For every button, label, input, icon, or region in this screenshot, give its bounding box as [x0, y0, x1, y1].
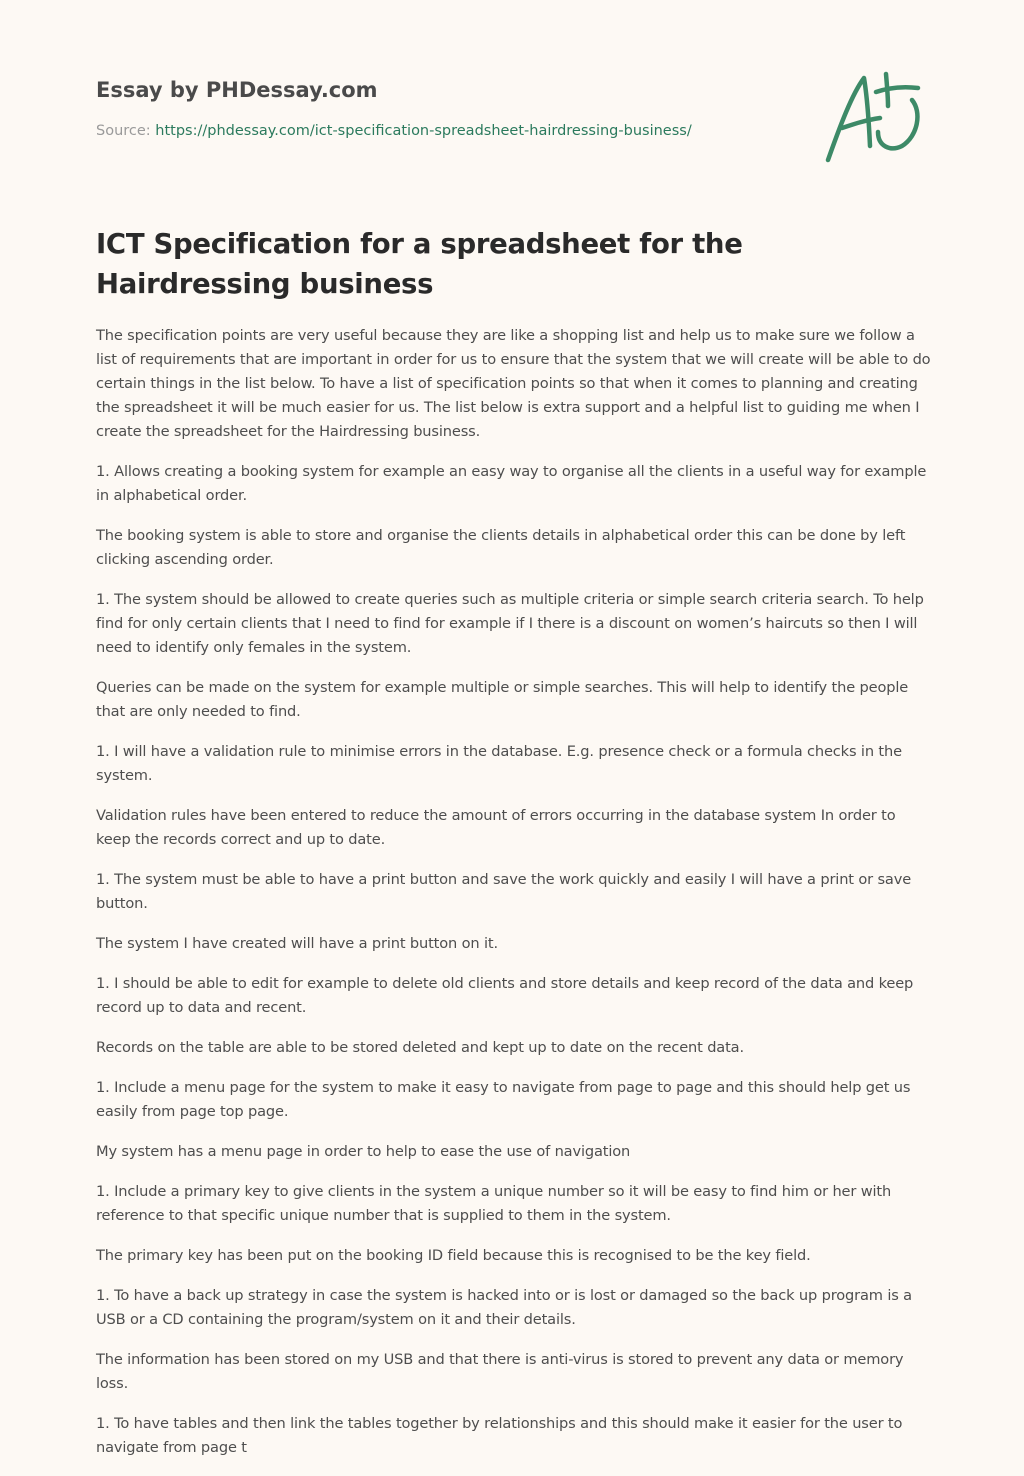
article-paragraph: 1. I will have a validation rule to minimise errors in the database. E.g. presence check or a formula checks in the system. [96, 743, 902, 784]
article-body [96, 324, 932, 1476]
article-paragraph: 1. The system must be able to have a print button and save the work quickly and easily I will have a print or save button. [96, 871, 912, 912]
article-paragraph: The information has been stored on my USB and that there is anti-virus is stored to prevent any data or memory loss. [96, 1351, 904, 1392]
article-paragraph: 1. To have a back up strategy in case the system is hacked into or is lost or damaged so the back up program is a USB or a CD containing the program/system on it and their details. [96, 1287, 912, 1328]
page-header [96, 76, 796, 141]
article-paragraph: 1. Include a menu page for the system to make it easy to navigate from page to page and this should help get us easily from page top page. [96, 1079, 911, 1120]
article-paragraph: 1. Include a primary key to give clients in the system a unique number so it will be easy to find him or her with reference to that specific unique number that is supplied to them in the system. [96, 1183, 892, 1224]
article-paragraph: The booking system is able to store and organise the clients details in alphabetical order this can be done by left clicking ascending order. [96, 527, 906, 568]
article-paragraph: My system has a menu page in order to help to ease the use of navigation [96, 1143, 631, 1160]
article-paragraph: 1. To have tables and then link the tables together by relationships and this should make it easier for the user to navigate from page t [96, 1415, 903, 1456]
source-line [96, 121, 796, 141]
article-paragraph: The specification points are very useful because they are like a shopping list and help us to make sure we follow a list of requirements that are important in order for us to ensure that the system that we will create will be able to do certain things in the list below. To have a list of specification points so that when it comes to planning and creating the spreadsheet it will be much easier for us. The list below is extra support and a helpful list to guiding me when I create the spreadsheet for the Hairdressing business. [96, 327, 931, 440]
article-paragraph: 1. Allows creating a booking system for example an easy way to organise all the clients in a useful way for example in alphabetical order. [96, 463, 927, 504]
article-paragraph: Records on the table are able to be stored deleted and kept up to date on the recent data. [96, 1039, 744, 1056]
source-link[interactable]: https://phdessay.com/ict-specification-spreadsheet-hairdressing-business/ [155, 123, 692, 139]
article-paragraph: The system I have created will have a print button on it. [96, 935, 498, 952]
source-label: Source: [96, 123, 156, 139]
site-title: Essay by PHDessay.com [96, 78, 378, 102]
article-title: ICT Specification for a spreadsheet for the Hairdressing business [96, 228, 743, 300]
a-plus-logo [820, 66, 930, 166]
article-paragraph: Validation rules have been entered to reduce the amount of errors occurring in the database system In order to keep the records correct and up to date. [96, 807, 896, 848]
article-paragraph: The primary key has been put on the booking ID field because this is recognised to be the key field. [96, 1247, 811, 1264]
article-paragraph: Queries can be made on the system for example multiple or simple searches. This will help to identify the people that are only needed to find. [96, 679, 909, 720]
article-paragraph: 1. The system should be allowed to create queries such as multiple criteria or simple search criteria search. To help find for only certain clients that I need to find for example if I there is a discount on women’s haircuts so then I will need to identify only females in the system. [96, 591, 924, 656]
article-paragraph: 1. I should be able to edit for example to delete old clients and store details and keep record of the data and keep record up to data and recent. [96, 975, 914, 1016]
